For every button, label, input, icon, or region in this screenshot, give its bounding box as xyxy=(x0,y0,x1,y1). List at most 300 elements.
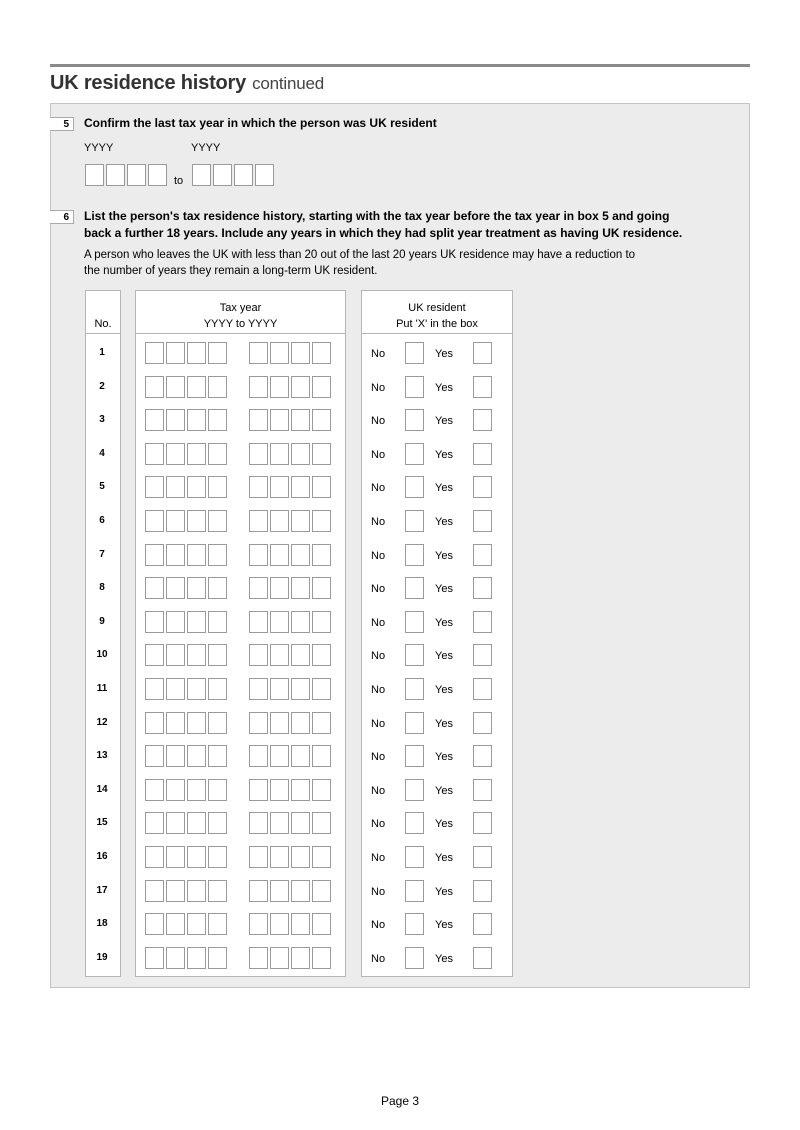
digit-box[interactable] xyxy=(270,409,289,431)
digit-box[interactable] xyxy=(208,342,227,364)
yes-label: Yes xyxy=(435,617,453,629)
digit-box[interactable] xyxy=(187,880,206,902)
no-label: No xyxy=(371,583,386,595)
digit-box[interactable] xyxy=(312,611,331,633)
no-label: No xyxy=(371,684,386,696)
digit-box[interactable] xyxy=(249,476,268,498)
digit-box[interactable] xyxy=(208,510,227,532)
row-number: 8 xyxy=(99,582,105,593)
header-put-x: Put 'X' in the box xyxy=(396,318,478,330)
row-number: 15 xyxy=(96,817,108,828)
digit-box[interactable] xyxy=(255,164,274,186)
to-year-input[interactable] xyxy=(249,409,333,431)
digit-box[interactable] xyxy=(166,880,185,902)
no-checkbox[interactable] xyxy=(405,510,424,532)
digit-box[interactable] xyxy=(291,611,310,633)
no-label: No xyxy=(371,482,386,494)
yes-label: Yes xyxy=(435,953,453,965)
no-label: No xyxy=(371,449,386,461)
no-label: No xyxy=(371,852,386,864)
header-no: No. xyxy=(94,318,112,330)
from-year-input[interactable] xyxy=(145,443,229,465)
row-number: 17 xyxy=(96,885,108,896)
q5-from-hint: YYYY xyxy=(84,142,114,154)
digit-box[interactable] xyxy=(166,846,185,868)
digit-box[interactable] xyxy=(270,644,289,666)
digit-box[interactable] xyxy=(187,510,206,532)
digit-box[interactable] xyxy=(145,880,164,902)
yes-checkbox[interactable] xyxy=(473,913,492,935)
digit-box[interactable] xyxy=(291,947,310,969)
no-checkbox[interactable] xyxy=(405,678,424,700)
to-year-input[interactable] xyxy=(249,779,333,801)
row-number: 16 xyxy=(96,851,108,862)
digit-box[interactable] xyxy=(166,644,185,666)
no-checkbox[interactable] xyxy=(405,611,424,633)
q5-to-hint: YYYY xyxy=(191,142,221,154)
digit-box[interactable] xyxy=(145,476,164,498)
from-year-input[interactable] xyxy=(145,947,229,969)
digit-box[interactable] xyxy=(145,510,164,532)
digit-box[interactable] xyxy=(208,644,227,666)
digit-box[interactable] xyxy=(166,745,185,767)
from-year-input[interactable] xyxy=(145,779,229,801)
digit-box[interactable] xyxy=(166,342,185,364)
digit-box[interactable] xyxy=(270,745,289,767)
digit-box[interactable] xyxy=(145,913,164,935)
no-label: No xyxy=(371,818,386,830)
digit-box[interactable] xyxy=(187,745,206,767)
no-label: No xyxy=(371,550,386,562)
from-year-input[interactable] xyxy=(145,577,229,599)
digit-box[interactable] xyxy=(187,544,206,566)
digit-box[interactable] xyxy=(291,476,310,498)
no-checkbox[interactable] xyxy=(405,443,424,465)
from-year-input[interactable] xyxy=(145,476,229,498)
digit-box[interactable] xyxy=(208,812,227,834)
yes-checkbox[interactable] xyxy=(473,846,492,868)
no-checkbox[interactable] xyxy=(405,913,424,935)
yes-label: Yes xyxy=(435,751,453,763)
digit-box[interactable] xyxy=(187,846,206,868)
row-number: 13 xyxy=(96,750,108,761)
digit-box[interactable] xyxy=(291,880,310,902)
digit-box[interactable] xyxy=(270,577,289,599)
digit-box[interactable] xyxy=(270,611,289,633)
to-year-input[interactable] xyxy=(249,812,333,834)
digit-box[interactable] xyxy=(291,779,310,801)
digit-box[interactable] xyxy=(187,678,206,700)
digit-box[interactable] xyxy=(166,712,185,734)
digit-box[interactable] xyxy=(249,544,268,566)
digit-box[interactable] xyxy=(145,611,164,633)
digit-box[interactable] xyxy=(166,611,185,633)
no-checkbox[interactable] xyxy=(405,712,424,734)
header-tax-year: Tax year xyxy=(219,302,262,314)
digit-box[interactable] xyxy=(145,376,164,398)
digit-box[interactable] xyxy=(249,577,268,599)
digit-box[interactable] xyxy=(208,913,227,935)
digit-box[interactable] xyxy=(187,712,206,734)
from-year-input[interactable] xyxy=(145,846,229,868)
digit-box[interactable] xyxy=(291,846,310,868)
no-checkbox[interactable] xyxy=(405,947,424,969)
digit-box[interactable] xyxy=(291,812,310,834)
yes-checkbox[interactable] xyxy=(473,409,492,431)
row-number: 11 xyxy=(96,683,108,694)
digit-box[interactable] xyxy=(208,443,227,465)
yes-checkbox[interactable] xyxy=(473,443,492,465)
page-number: Page 3 xyxy=(380,1094,420,1108)
header-uk-resident: UK resident xyxy=(408,302,466,314)
from-year-input[interactable] xyxy=(145,611,229,633)
yes-checkbox[interactable] xyxy=(473,644,492,666)
row-number: 5 xyxy=(99,481,105,492)
digit-box[interactable] xyxy=(187,812,206,834)
no-checkbox[interactable] xyxy=(405,342,424,364)
digit-box[interactable] xyxy=(208,577,227,599)
yes-checkbox[interactable] xyxy=(473,812,492,834)
to-year-input[interactable] xyxy=(249,544,333,566)
to-year-input[interactable] xyxy=(249,443,333,465)
digit-box[interactable] xyxy=(270,812,289,834)
from-year-input[interactable] xyxy=(145,745,229,767)
digit-box[interactable] xyxy=(166,779,185,801)
yes-checkbox[interactable] xyxy=(473,577,492,599)
digit-box[interactable] xyxy=(312,342,331,364)
digit-box[interactable] xyxy=(249,611,268,633)
yes-label: Yes xyxy=(435,415,453,427)
digit-box[interactable] xyxy=(270,880,289,902)
digit-box[interactable] xyxy=(208,712,227,734)
digit-box[interactable] xyxy=(312,443,331,465)
digit-box[interactable] xyxy=(166,812,185,834)
digit-box[interactable] xyxy=(291,409,310,431)
digit-box[interactable] xyxy=(187,476,206,498)
row-number: 18 xyxy=(96,918,108,929)
yes-checkbox[interactable] xyxy=(473,779,492,801)
digit-box[interactable] xyxy=(208,678,227,700)
digit-box[interactable] xyxy=(291,644,310,666)
no-label: No xyxy=(371,382,386,394)
digit-box[interactable] xyxy=(312,544,331,566)
yes-label: Yes xyxy=(435,550,453,562)
digit-box[interactable] xyxy=(166,376,185,398)
digit-box[interactable] xyxy=(208,611,227,633)
yes-label: Yes xyxy=(435,919,453,931)
digit-box[interactable] xyxy=(249,812,268,834)
digit-box[interactable] xyxy=(208,544,227,566)
digit-box[interactable] xyxy=(208,880,227,902)
digit-box[interactable] xyxy=(208,476,227,498)
from-year-input[interactable] xyxy=(145,712,229,734)
digit-box[interactable] xyxy=(312,577,331,599)
digit-box[interactable] xyxy=(192,164,211,186)
question-number-5: 5 xyxy=(50,117,74,131)
from-year-input[interactable] xyxy=(145,376,229,398)
digit-box[interactable] xyxy=(166,947,185,969)
no-checkbox[interactable] xyxy=(405,476,424,498)
digit-box[interactable] xyxy=(270,476,289,498)
digit-box[interactable] xyxy=(145,712,164,734)
digit-box[interactable] xyxy=(208,846,227,868)
digit-box[interactable] xyxy=(166,577,185,599)
to-year-input[interactable] xyxy=(249,913,333,935)
digit-box[interactable] xyxy=(312,745,331,767)
digit-box[interactable] xyxy=(270,376,289,398)
digit-box[interactable] xyxy=(145,342,164,364)
title-continued: continued xyxy=(252,74,325,93)
digit-box[interactable] xyxy=(187,947,206,969)
to-year-input[interactable] xyxy=(249,376,333,398)
from-year-input[interactable] xyxy=(145,812,229,834)
row-number: 14 xyxy=(96,784,108,795)
digit-box[interactable] xyxy=(270,342,289,364)
to-year-input[interactable] xyxy=(249,476,333,498)
digit-box[interactable] xyxy=(187,611,206,633)
from-year-input[interactable] xyxy=(145,544,229,566)
digit-box[interactable] xyxy=(249,745,268,767)
digit-box[interactable] xyxy=(312,947,331,969)
yes-checkbox[interactable] xyxy=(473,678,492,700)
no-checkbox[interactable] xyxy=(405,376,424,398)
digit-box[interactable] xyxy=(166,443,185,465)
no-label: No xyxy=(371,348,386,360)
digit-box[interactable] xyxy=(270,678,289,700)
digit-box[interactable] xyxy=(270,510,289,532)
from-year-input[interactable] xyxy=(145,342,229,364)
question-6-label: List the person's tax residence history, starting with the tax year before the tax year in box 5 and going back a further 18 years. Include any years in which they had split year treatment as having UK residence. xyxy=(84,209,683,240)
yes-checkbox[interactable] xyxy=(473,712,492,734)
digit-box[interactable] xyxy=(145,846,164,868)
digit-box[interactable] xyxy=(312,880,331,902)
digit-box[interactable] xyxy=(249,443,268,465)
no-checkbox[interactable] xyxy=(405,812,424,834)
digit-box[interactable] xyxy=(166,678,185,700)
digit-box[interactable] xyxy=(145,644,164,666)
to-year-input[interactable] xyxy=(249,611,333,633)
digit-box[interactable] xyxy=(145,779,164,801)
digit-box[interactable] xyxy=(291,712,310,734)
digit-box[interactable] xyxy=(145,947,164,969)
digit-box[interactable] xyxy=(106,164,125,186)
column-tax-year-header xyxy=(136,291,345,334)
yes-checkbox[interactable] xyxy=(473,544,492,566)
digit-box[interactable] xyxy=(312,376,331,398)
digit-box[interactable] xyxy=(187,644,206,666)
digit-box[interactable] xyxy=(249,779,268,801)
digit-box[interactable] xyxy=(270,544,289,566)
no-checkbox[interactable] xyxy=(405,880,424,902)
digit-box[interactable] xyxy=(249,342,268,364)
to-year-input[interactable] xyxy=(249,342,333,364)
yes-label: Yes xyxy=(435,852,453,864)
digit-box[interactable] xyxy=(249,644,268,666)
digit-box[interactable] xyxy=(208,779,227,801)
digit-box[interactable] xyxy=(249,947,268,969)
digit-box[interactable] xyxy=(145,443,164,465)
digit-box[interactable] xyxy=(249,409,268,431)
row-number: 7 xyxy=(99,549,105,560)
yes-label: Yes xyxy=(435,718,453,730)
digit-box[interactable] xyxy=(148,164,167,186)
yes-checkbox[interactable] xyxy=(473,342,492,364)
no-label: No xyxy=(371,650,386,662)
question-6-description: A person who leaves the UK with less than 20 out of the last 20 years UK residence may have a reduction to the number of years they remain a long-term UK resident. xyxy=(84,249,636,277)
digit-box[interactable] xyxy=(249,880,268,902)
digit-box[interactable] xyxy=(291,577,310,599)
no-label: No xyxy=(371,516,386,528)
to-year-input[interactable] xyxy=(249,712,333,734)
digit-box[interactable] xyxy=(208,376,227,398)
digit-box[interactable] xyxy=(249,678,268,700)
yes-checkbox[interactable] xyxy=(473,880,492,902)
digit-box[interactable] xyxy=(291,510,310,532)
row-number: 6 xyxy=(99,515,105,526)
to-year-input[interactable] xyxy=(249,846,333,868)
digit-box[interactable] xyxy=(145,544,164,566)
yes-checkbox[interactable] xyxy=(473,947,492,969)
digit-box[interactable] xyxy=(312,712,331,734)
digit-box[interactable] xyxy=(166,913,185,935)
digit-box[interactable] xyxy=(291,745,310,767)
yes-label: Yes xyxy=(435,449,453,461)
no-checkbox[interactable] xyxy=(405,846,424,868)
no-checkbox[interactable] xyxy=(405,409,424,431)
column-number xyxy=(85,290,121,977)
digit-box[interactable] xyxy=(249,712,268,734)
digit-box[interactable] xyxy=(234,164,253,186)
digit-box[interactable] xyxy=(291,342,310,364)
yes-label: Yes xyxy=(435,785,453,797)
from-year-input[interactable] xyxy=(145,913,229,935)
from-year-input[interactable] xyxy=(145,678,229,700)
digit-box[interactable] xyxy=(312,812,331,834)
no-checkbox[interactable] xyxy=(405,644,424,666)
to-year-input[interactable] xyxy=(249,577,333,599)
digit-box[interactable] xyxy=(312,510,331,532)
to-year-input[interactable] xyxy=(249,510,333,532)
digit-box[interactable] xyxy=(187,376,206,398)
digit-box[interactable] xyxy=(187,779,206,801)
no-checkbox[interactable] xyxy=(405,544,424,566)
digit-box[interactable] xyxy=(85,164,104,186)
no-checkbox[interactable] xyxy=(405,577,424,599)
no-label: No xyxy=(371,953,386,965)
digit-box[interactable] xyxy=(187,913,206,935)
digit-box[interactable] xyxy=(270,947,289,969)
digit-box[interactable] xyxy=(166,510,185,532)
to-year-input[interactable] xyxy=(249,880,333,902)
yes-checkbox[interactable] xyxy=(473,611,492,633)
row-number: 3 xyxy=(99,414,105,425)
digit-box[interactable] xyxy=(145,577,164,599)
digit-box[interactable] xyxy=(270,443,289,465)
yes-label: Yes xyxy=(435,886,453,898)
from-year-input[interactable] xyxy=(145,880,229,902)
yes-label: Yes xyxy=(435,482,453,494)
digit-box[interactable] xyxy=(249,846,268,868)
question-5-label: Confirm the last tax year in which the person was UK resident xyxy=(84,116,437,130)
header-tax-year-format: YYYY to YYYY xyxy=(203,318,278,330)
row-number: 10 xyxy=(96,649,108,660)
digit-box[interactable] xyxy=(166,409,185,431)
digit-box[interactable] xyxy=(291,376,310,398)
digit-box[interactable] xyxy=(270,913,289,935)
digit-box[interactable] xyxy=(291,913,310,935)
digit-box[interactable] xyxy=(249,376,268,398)
digit-box[interactable] xyxy=(312,779,331,801)
digit-box[interactable] xyxy=(213,164,232,186)
yes-label: Yes xyxy=(435,684,453,696)
q5-to-year-input[interactable] xyxy=(192,164,276,186)
q5-from-year-input[interactable] xyxy=(85,164,169,186)
from-year-input[interactable] xyxy=(145,510,229,532)
digit-box[interactable] xyxy=(291,678,310,700)
to-year-input[interactable] xyxy=(249,745,333,767)
yes-checkbox[interactable] xyxy=(473,745,492,767)
digit-box[interactable] xyxy=(208,947,227,969)
no-checkbox[interactable] xyxy=(405,779,424,801)
digit-box[interactable] xyxy=(166,544,185,566)
digit-box[interactable] xyxy=(312,476,331,498)
digit-box[interactable] xyxy=(291,544,310,566)
row-number: 9 xyxy=(99,616,105,627)
digit-box[interactable] xyxy=(166,476,185,498)
digit-box[interactable] xyxy=(208,409,227,431)
digit-box[interactable] xyxy=(312,913,331,935)
yes-label: Yes xyxy=(435,348,453,360)
digit-box[interactable] xyxy=(312,644,331,666)
digit-box[interactable] xyxy=(145,812,164,834)
to-year-input[interactable] xyxy=(249,947,333,969)
digit-box[interactable] xyxy=(187,342,206,364)
no-label: No xyxy=(371,886,386,898)
digit-box[interactable] xyxy=(187,577,206,599)
digit-box[interactable] xyxy=(145,409,164,431)
digit-box[interactable] xyxy=(312,846,331,868)
digit-box[interactable] xyxy=(249,510,268,532)
row-number: 12 xyxy=(96,717,108,728)
digit-box[interactable] xyxy=(312,409,331,431)
yes-label: Yes xyxy=(435,382,453,394)
yes-label: Yes xyxy=(435,583,453,595)
digit-box[interactable] xyxy=(291,443,310,465)
no-checkbox[interactable] xyxy=(405,745,424,767)
digit-box[interactable] xyxy=(249,913,268,935)
top-rule xyxy=(50,64,750,67)
yes-checkbox[interactable] xyxy=(473,510,492,532)
to-year-input[interactable] xyxy=(249,644,333,666)
yes-checkbox[interactable] xyxy=(473,376,492,398)
from-year-input[interactable] xyxy=(145,409,229,431)
digit-box[interactable] xyxy=(312,678,331,700)
digit-box[interactable] xyxy=(270,846,289,868)
digit-box[interactable] xyxy=(270,712,289,734)
digit-box[interactable] xyxy=(145,678,164,700)
yes-checkbox[interactable] xyxy=(473,476,492,498)
from-year-input[interactable] xyxy=(145,644,229,666)
digit-box[interactable] xyxy=(187,443,206,465)
digit-box[interactable] xyxy=(208,745,227,767)
digit-box[interactable] xyxy=(127,164,146,186)
column-number-header xyxy=(86,291,120,334)
to-year-input[interactable] xyxy=(249,678,333,700)
digit-box[interactable] xyxy=(270,779,289,801)
digit-box[interactable] xyxy=(145,745,164,767)
row-number: 2 xyxy=(99,381,105,392)
digit-box[interactable] xyxy=(187,409,206,431)
